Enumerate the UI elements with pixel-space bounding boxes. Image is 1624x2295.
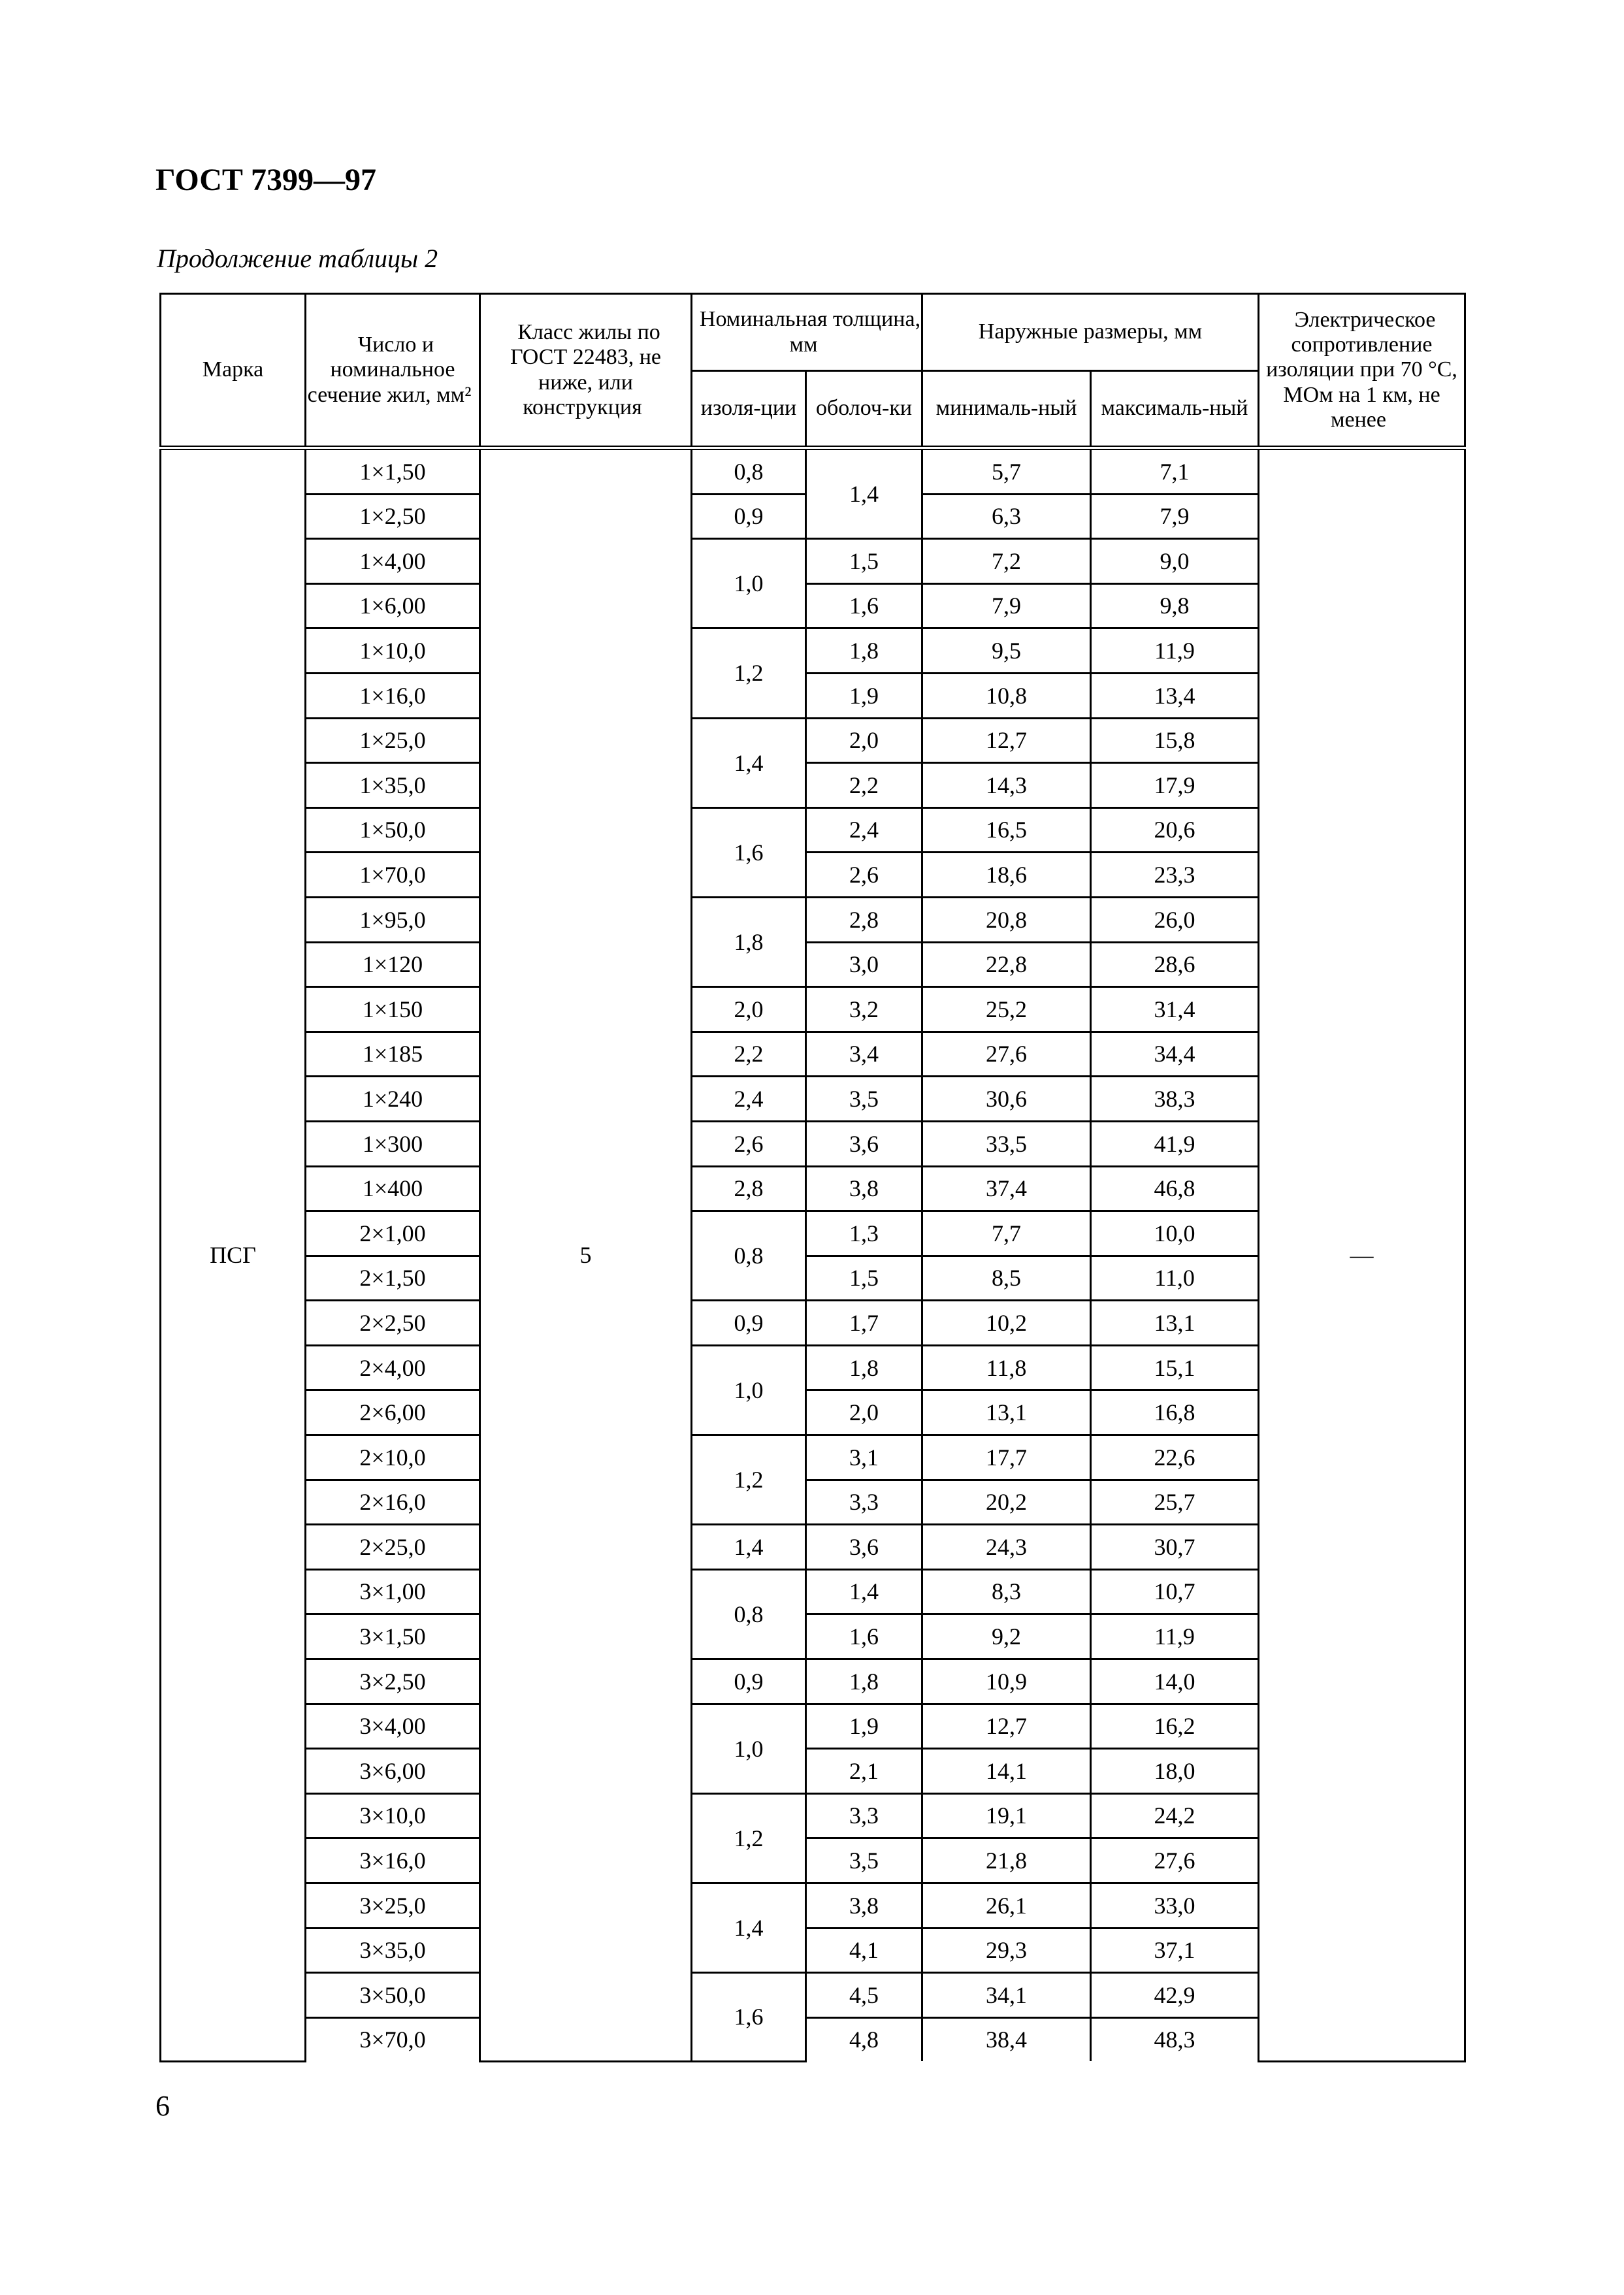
cable-dimensions-table [159, 293, 1466, 2062]
sheath-thickness-cell: 2,1 [806, 1749, 922, 1794]
min-dimension-cell: 20,8 [922, 897, 1091, 942]
insulation-thickness-cell: 1,0 [692, 1704, 806, 1793]
min-dimension-cell: 8,5 [922, 1256, 1091, 1301]
cores-section-cell: 3×4,00 [306, 1704, 480, 1749]
max-dimension-cell: 38,3 [1091, 1077, 1259, 1122]
max-dimension-cell: 31,4 [1091, 987, 1259, 1032]
insulation-thickness-cell: 1,4 [692, 718, 806, 807]
max-dimension-cell: 27,6 [1091, 1838, 1259, 1883]
max-dimension-cell: 7,9 [1091, 494, 1259, 539]
sheath-thickness-cell: 3,5 [806, 1838, 922, 1883]
header-insulation-resistance: Электрическое сопротивление изоляции при 70 °С, МОм на 1 км, не менее [1259, 294, 1465, 448]
cores-section-cell: 1×4,00 [306, 539, 480, 584]
sheath-thickness-cell: 4,1 [806, 1928, 922, 1973]
min-dimension-cell: 14,3 [922, 763, 1091, 808]
max-dimension-cell: 15,1 [1091, 1345, 1259, 1390]
min-dimension-cell: 11,8 [922, 1345, 1091, 1390]
max-dimension-cell: 41,9 [1091, 1121, 1259, 1166]
insulation-thickness-cell: 0,9 [692, 1301, 806, 1346]
sheath-thickness-cell: 3,6 [806, 1121, 922, 1166]
table-row [161, 448, 1465, 495]
insulation-thickness-cell: 1,2 [692, 628, 806, 718]
insulation-thickness-cell: 1,2 [692, 1793, 806, 1883]
sheath-thickness-cell: 4,5 [806, 1973, 922, 2018]
max-dimension-cell: 11,0 [1091, 1256, 1259, 1301]
min-dimension-cell: 38,4 [922, 2017, 1091, 2061]
cores-section-cell: 3×25,0 [306, 1883, 480, 1929]
header-nominal-thickness: Номинальная толщина, мм [692, 294, 922, 371]
max-dimension-cell: 17,9 [1091, 763, 1259, 808]
cores-section-cell: 2×25,0 [306, 1525, 480, 1570]
sheath-thickness-cell: 1,5 [806, 1256, 922, 1301]
sheath-thickness-cell: 2,0 [806, 1390, 922, 1435]
max-dimension-cell: 34,4 [1091, 1032, 1259, 1077]
cores-section-cell: 3×10,0 [306, 1793, 480, 1838]
min-dimension-cell: 6,3 [922, 494, 1091, 539]
sheath-thickness-cell: 2,0 [806, 718, 922, 763]
core-class-cell: 5 [480, 448, 692, 2062]
header-brand: Марка [161, 294, 306, 448]
insulation-thickness-cell: 0,8 [692, 1569, 806, 1659]
header-min: минималь-ный [922, 371, 1091, 448]
max-dimension-cell: 25,7 [1091, 1480, 1259, 1525]
insulation-thickness-cell: 1,6 [692, 807, 806, 897]
table-body [161, 448, 1465, 2062]
sheath-thickness-cell: 1,4 [806, 448, 922, 539]
resistance-cell: — [1259, 448, 1465, 2062]
sheath-thickness-cell: 3,2 [806, 987, 922, 1032]
insulation-thickness-cell: 2,2 [692, 1032, 806, 1077]
min-dimension-cell: 27,6 [922, 1032, 1091, 1077]
cores-section-cell: 1×35,0 [306, 763, 480, 808]
header-max: максималь-ный [1091, 371, 1259, 448]
cores-section-cell: 1×240 [306, 1077, 480, 1122]
max-dimension-cell: 14,0 [1091, 1659, 1259, 1704]
cores-section-cell: 3×2,50 [306, 1659, 480, 1704]
min-dimension-cell: 7,2 [922, 539, 1091, 584]
cores-section-cell: 2×1,00 [306, 1211, 480, 1256]
max-dimension-cell: 28,6 [1091, 942, 1259, 987]
sheath-thickness-cell: 2,8 [806, 897, 922, 942]
min-dimension-cell: 9,5 [922, 628, 1091, 674]
max-dimension-cell: 26,0 [1091, 897, 1259, 942]
min-dimension-cell: 26,1 [922, 1883, 1091, 1929]
cores-section-cell: 3×16,0 [306, 1838, 480, 1883]
insulation-thickness-cell: 1,2 [692, 1435, 806, 1525]
max-dimension-cell: 13,1 [1091, 1301, 1259, 1346]
min-dimension-cell: 5,7 [922, 448, 1091, 495]
min-dimension-cell: 10,2 [922, 1301, 1091, 1346]
cores-section-cell: 1×50,0 [306, 807, 480, 853]
sheath-thickness-cell: 1,8 [806, 1659, 922, 1704]
insulation-thickness-cell: 2,0 [692, 987, 806, 1032]
header-insulation: изоля-ции [692, 371, 806, 448]
table-caption: Продолжение таблицы 2 [157, 244, 438, 273]
max-dimension-cell: 16,2 [1091, 1704, 1259, 1749]
sheath-thickness-cell: 4,8 [806, 2017, 922, 2061]
insulation-thickness-cell: 0,9 [692, 1659, 806, 1704]
sheath-thickness-cell: 1,7 [806, 1301, 922, 1346]
insulation-thickness-cell: 1,4 [692, 1883, 806, 1973]
header-core-class: Класс жилы по ГОСТ 22483, не ниже, или конструкция [480, 294, 692, 448]
sheath-thickness-cell: 3,5 [806, 1077, 922, 1122]
min-dimension-cell: 17,7 [922, 1435, 1091, 1480]
min-dimension-cell: 10,9 [922, 1659, 1091, 1704]
cores-section-cell: 1×16,0 [306, 673, 480, 718]
cores-section-cell: 1×120 [306, 942, 480, 987]
sheath-thickness-cell: 3,3 [806, 1793, 922, 1838]
max-dimension-cell: 11,9 [1091, 1614, 1259, 1659]
min-dimension-cell: 16,5 [922, 807, 1091, 853]
cores-section-cell: 1×2,50 [306, 494, 480, 539]
sheath-thickness-cell: 3,8 [806, 1883, 922, 1929]
sheath-thickness-cell: 1,6 [806, 583, 922, 628]
insulation-thickness-cell: 0,8 [692, 1211, 806, 1301]
cores-section-cell: 1×185 [306, 1032, 480, 1077]
max-dimension-cell: 37,1 [1091, 1928, 1259, 1973]
min-dimension-cell: 13,1 [922, 1390, 1091, 1435]
min-dimension-cell: 18,6 [922, 853, 1091, 898]
cores-section-cell: 1×95,0 [306, 897, 480, 942]
cores-section-cell: 1×25,0 [306, 718, 480, 763]
max-dimension-cell: 9,8 [1091, 583, 1259, 628]
cores-section-cell: 3×6,00 [306, 1749, 480, 1794]
insulation-thickness-cell: 1,8 [692, 897, 806, 986]
cores-section-cell: 2×4,00 [306, 1345, 480, 1390]
brand-cell: ПСГ [161, 448, 306, 2062]
insulation-thickness-cell: 0,8 [692, 448, 806, 495]
sheath-thickness-cell: 2,4 [806, 807, 922, 853]
cores-section-cell: 1×300 [306, 1121, 480, 1166]
max-dimension-cell: 9,0 [1091, 539, 1259, 584]
min-dimension-cell: 20,2 [922, 1480, 1091, 1525]
max-dimension-cell: 16,8 [1091, 1390, 1259, 1435]
max-dimension-cell: 13,4 [1091, 673, 1259, 718]
sheath-thickness-cell: 3,4 [806, 1032, 922, 1077]
max-dimension-cell: 11,9 [1091, 628, 1259, 674]
sheath-thickness-cell: 1,9 [806, 1704, 922, 1749]
cores-section-cell: 1×70,0 [306, 853, 480, 898]
page-number: 6 [155, 2090, 170, 2122]
document-title: ГОСТ 7399—97 [155, 163, 376, 197]
insulation-thickness-cell: 2,8 [692, 1166, 806, 1211]
sheath-thickness-cell: 3,1 [806, 1435, 922, 1480]
insulation-thickness-cell: 1,0 [692, 539, 806, 628]
cores-section-cell: 1×1,50 [306, 448, 480, 495]
insulation-thickness-cell: 1,6 [692, 1973, 806, 2062]
cores-section-cell: 3×70,0 [306, 2017, 480, 2061]
cores-section-cell: 1×10,0 [306, 628, 480, 674]
min-dimension-cell: 29,3 [922, 1928, 1091, 1973]
sheath-thickness-cell: 1,3 [806, 1211, 922, 1256]
max-dimension-cell: 10,7 [1091, 1569, 1259, 1614]
min-dimension-cell: 22,8 [922, 942, 1091, 987]
insulation-thickness-cell: 1,0 [692, 1345, 806, 1435]
sheath-thickness-cell: 3,8 [806, 1166, 922, 1211]
cores-section-cell: 3×35,0 [306, 1928, 480, 1973]
min-dimension-cell: 12,7 [922, 718, 1091, 763]
min-dimension-cell: 7,7 [922, 1211, 1091, 1256]
sheath-thickness-cell: 2,2 [806, 763, 922, 808]
sheath-thickness-cell: 1,9 [806, 673, 922, 718]
min-dimension-cell: 12,7 [922, 1704, 1091, 1749]
min-dimension-cell: 24,3 [922, 1525, 1091, 1570]
cores-section-cell: 3×1,00 [306, 1569, 480, 1614]
max-dimension-cell: 22,6 [1091, 1435, 1259, 1480]
sheath-thickness-cell: 1,6 [806, 1614, 922, 1659]
header-sheath: оболоч-ки [806, 371, 922, 448]
cores-section-cell: 2×16,0 [306, 1480, 480, 1525]
insulation-thickness-cell: 2,6 [692, 1121, 806, 1166]
max-dimension-cell: 15,8 [1091, 718, 1259, 763]
min-dimension-cell: 21,8 [922, 1838, 1091, 1883]
cores-section-cell: 2×2,50 [306, 1301, 480, 1346]
min-dimension-cell: 33,5 [922, 1121, 1091, 1166]
cores-section-cell: 1×400 [306, 1166, 480, 1211]
sheath-thickness-cell: 1,8 [806, 628, 922, 674]
cores-section-cell: 2×6,00 [306, 1390, 480, 1435]
sheath-thickness-cell: 3,6 [806, 1525, 922, 1570]
cores-section-cell: 2×10,0 [306, 1435, 480, 1480]
max-dimension-cell: 20,6 [1091, 807, 1259, 853]
max-dimension-cell: 7,1 [1091, 448, 1259, 495]
max-dimension-cell: 23,3 [1091, 853, 1259, 898]
cores-section-cell: 3×1,50 [306, 1614, 480, 1659]
min-dimension-cell: 19,1 [922, 1793, 1091, 1838]
max-dimension-cell: 33,0 [1091, 1883, 1259, 1929]
cores-section-cell: 1×6,00 [306, 583, 480, 628]
sheath-thickness-cell: 1,8 [806, 1345, 922, 1390]
sheath-thickness-cell: 3,0 [806, 942, 922, 987]
max-dimension-cell: 24,2 [1091, 1793, 1259, 1838]
min-dimension-cell: 9,2 [922, 1614, 1091, 1659]
insulation-thickness-cell: 0,9 [692, 494, 806, 539]
max-dimension-cell: 48,3 [1091, 2017, 1259, 2061]
min-dimension-cell: 25,2 [922, 987, 1091, 1032]
min-dimension-cell: 8,3 [922, 1569, 1091, 1614]
max-dimension-cell: 30,7 [1091, 1525, 1259, 1570]
min-dimension-cell: 10,8 [922, 673, 1091, 718]
max-dimension-cell: 46,8 [1091, 1166, 1259, 1211]
sheath-thickness-cell: 1,4 [806, 1569, 922, 1614]
cores-section-cell: 2×1,50 [306, 1256, 480, 1301]
min-dimension-cell: 34,1 [922, 1973, 1091, 2018]
max-dimension-cell: 42,9 [1091, 1973, 1259, 2018]
insulation-thickness-cell: 2,4 [692, 1077, 806, 1122]
sheath-thickness-cell: 1,5 [806, 539, 922, 584]
header-outer-dimensions: Наружные размеры, мм [922, 294, 1259, 371]
max-dimension-cell: 10,0 [1091, 1211, 1259, 1256]
insulation-thickness-cell: 1,4 [692, 1525, 806, 1570]
cores-section-cell: 3×50,0 [306, 1973, 480, 2018]
min-dimension-cell: 30,6 [922, 1077, 1091, 1122]
sheath-thickness-cell: 3,3 [806, 1480, 922, 1525]
min-dimension-cell: 37,4 [922, 1166, 1091, 1211]
min-dimension-cell: 7,9 [922, 583, 1091, 628]
min-dimension-cell: 14,1 [922, 1749, 1091, 1794]
cores-section-cell: 1×150 [306, 987, 480, 1032]
max-dimension-cell: 18,0 [1091, 1749, 1259, 1794]
sheath-thickness-cell: 2,6 [806, 853, 922, 898]
header-cores-section: Число и номинальное сечение жил, мм² [306, 294, 480, 448]
